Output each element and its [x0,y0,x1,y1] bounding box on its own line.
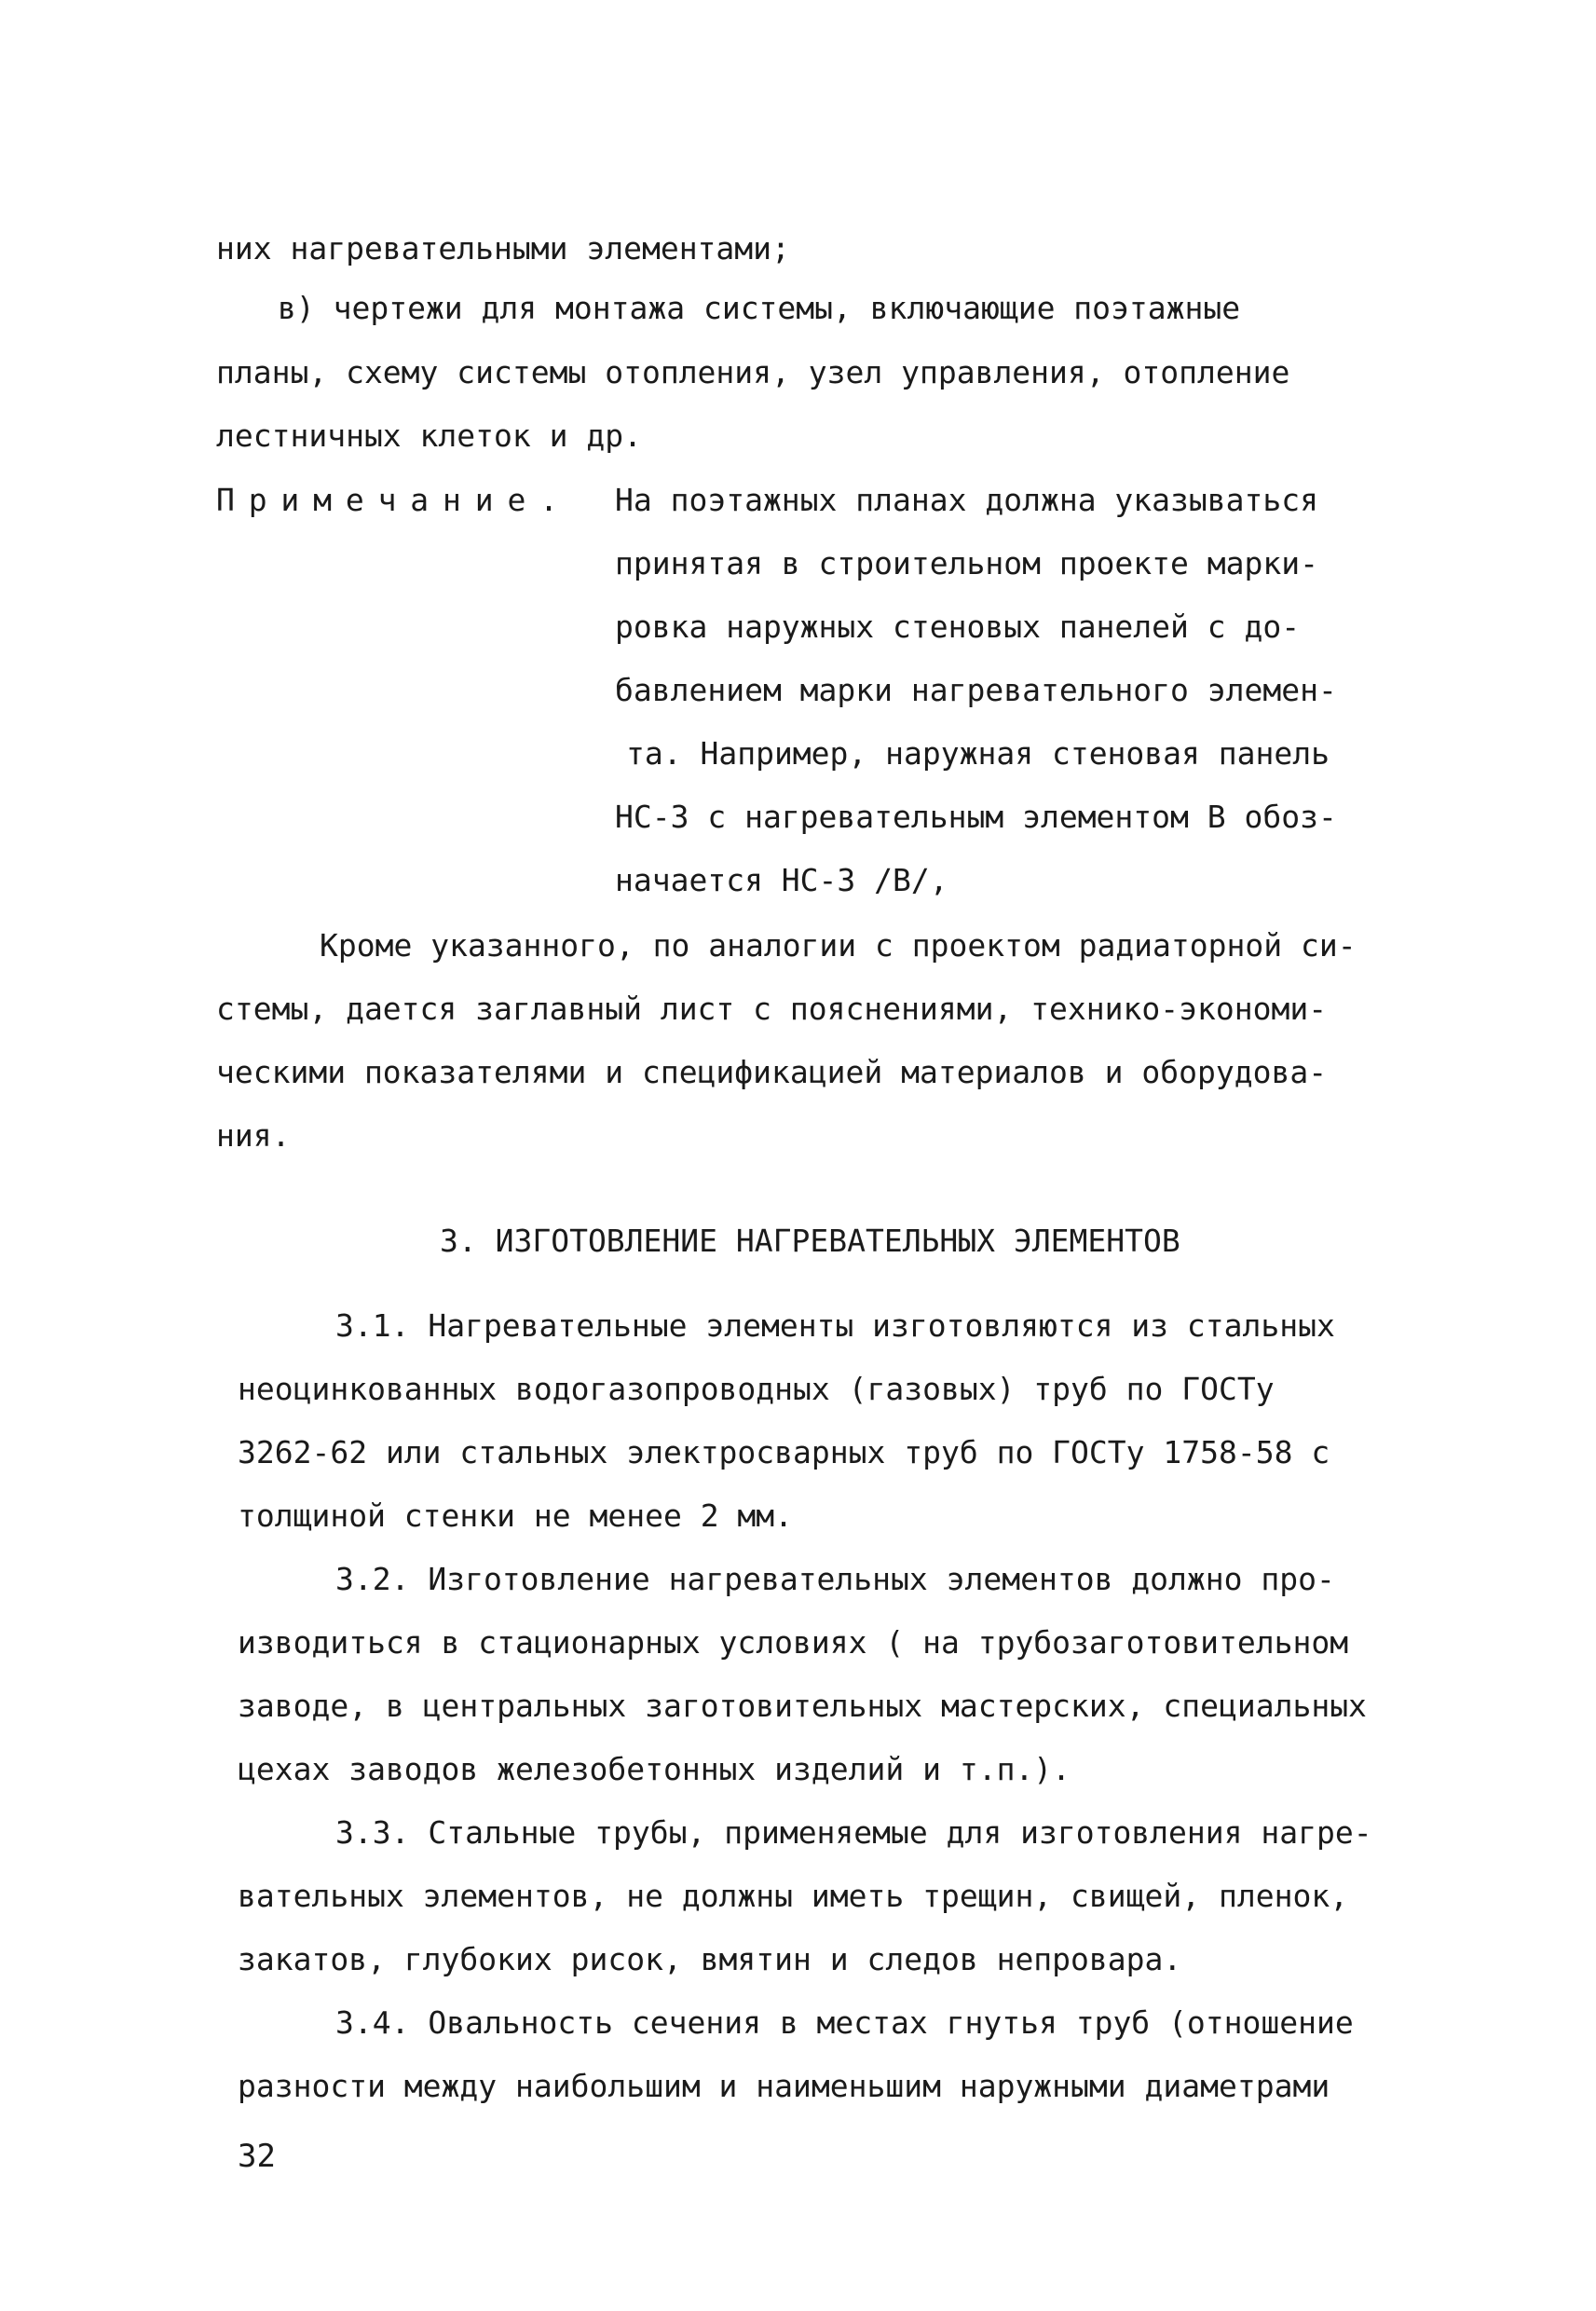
paragraph-line: закатов, глубоких рисок, вмятин и следов непровара. [238,1941,1182,1977]
note-label: Примечание. [216,482,572,518]
paragraph-line: 3.4. Овальность сечения в местах гнутья труб (отношение [335,2004,1354,2041]
note-line: принятая в строительном проекте марки- [615,545,1318,581]
page-number: 32 [238,2138,276,2175]
paragraph-line: неоцинкованных водогазопроводных (газовых) труб по ГОСТу [238,1371,1275,1407]
paragraph-line: цехах заводов железобетонных изделий и т.п.). [238,1751,1071,1787]
paragraph-line: вательных элементов, не должны иметь трещин, свищей, пленок, [238,1878,1349,1914]
paragraph-line: изводиться в стационарных условиях ( на трубозаготовительном [238,1624,1349,1661]
note-line: бавлением марки нагревательного элемен- [615,672,1337,708]
text-line: планы, схему системы отопления, узел управления, отопление [216,354,1290,390]
text-line: них нагревательными элементами; [216,230,790,267]
note-line: начается НС-3 /В/, [615,862,948,898]
paragraph-line: толщиной стенки не менее 2 мм. [238,1497,794,1534]
paragraph-line: 3262-62 или стальных электросварных труб по ГОСТу 1758-58 с [238,1434,1330,1470]
text-line: в) чертежи для монтажа системы, включающие поэтажные [278,290,1241,326]
paragraph-line: стемы, дается заглавный лист с пояснениями, технико-экономи- [216,991,1328,1027]
note-line: ровка наружных стеновых панелей с до- [615,609,1301,645]
text-line: лестничных клеток и др. [216,417,642,454]
note-line: НС-3 с нагревательным элементом В обоз- [615,799,1337,835]
paragraph-line: разности между наибольшим и наименьшим наружными диаметрами [238,2068,1330,2104]
paragraph-line: 3.2. Изготовление нагревательных элементов должно про- [335,1561,1335,1597]
section-heading: 3. ИЗГОТОВЛЕНИЕ НАГРЕВАТЕЛЬНЫХ ЭЛЕМЕНТОВ [440,1223,1180,1259]
paragraph-line: 3.1. Нагревательные элементы изготовляются из стальных [335,1307,1335,1344]
paragraph-line: Кроме указанного, по аналогии с проектом радиаторной си- [320,927,1357,964]
note-line: На поэтажных планах должна указываться [615,482,1318,518]
paragraph-line: ческими показателями и спецификацией материалов и оборудова- [216,1054,1328,1090]
paragraph-line: заводе, в центральных заготовительных мастерских, специальных [238,1688,1367,1724]
note-line: та. Например, наружная стеновая панель [626,735,1330,772]
paragraph-line: 3.3. Стальные трубы, применяемые для изготовления нагре- [335,1814,1372,1851]
paragraph-line: ния. [216,1117,291,1154]
